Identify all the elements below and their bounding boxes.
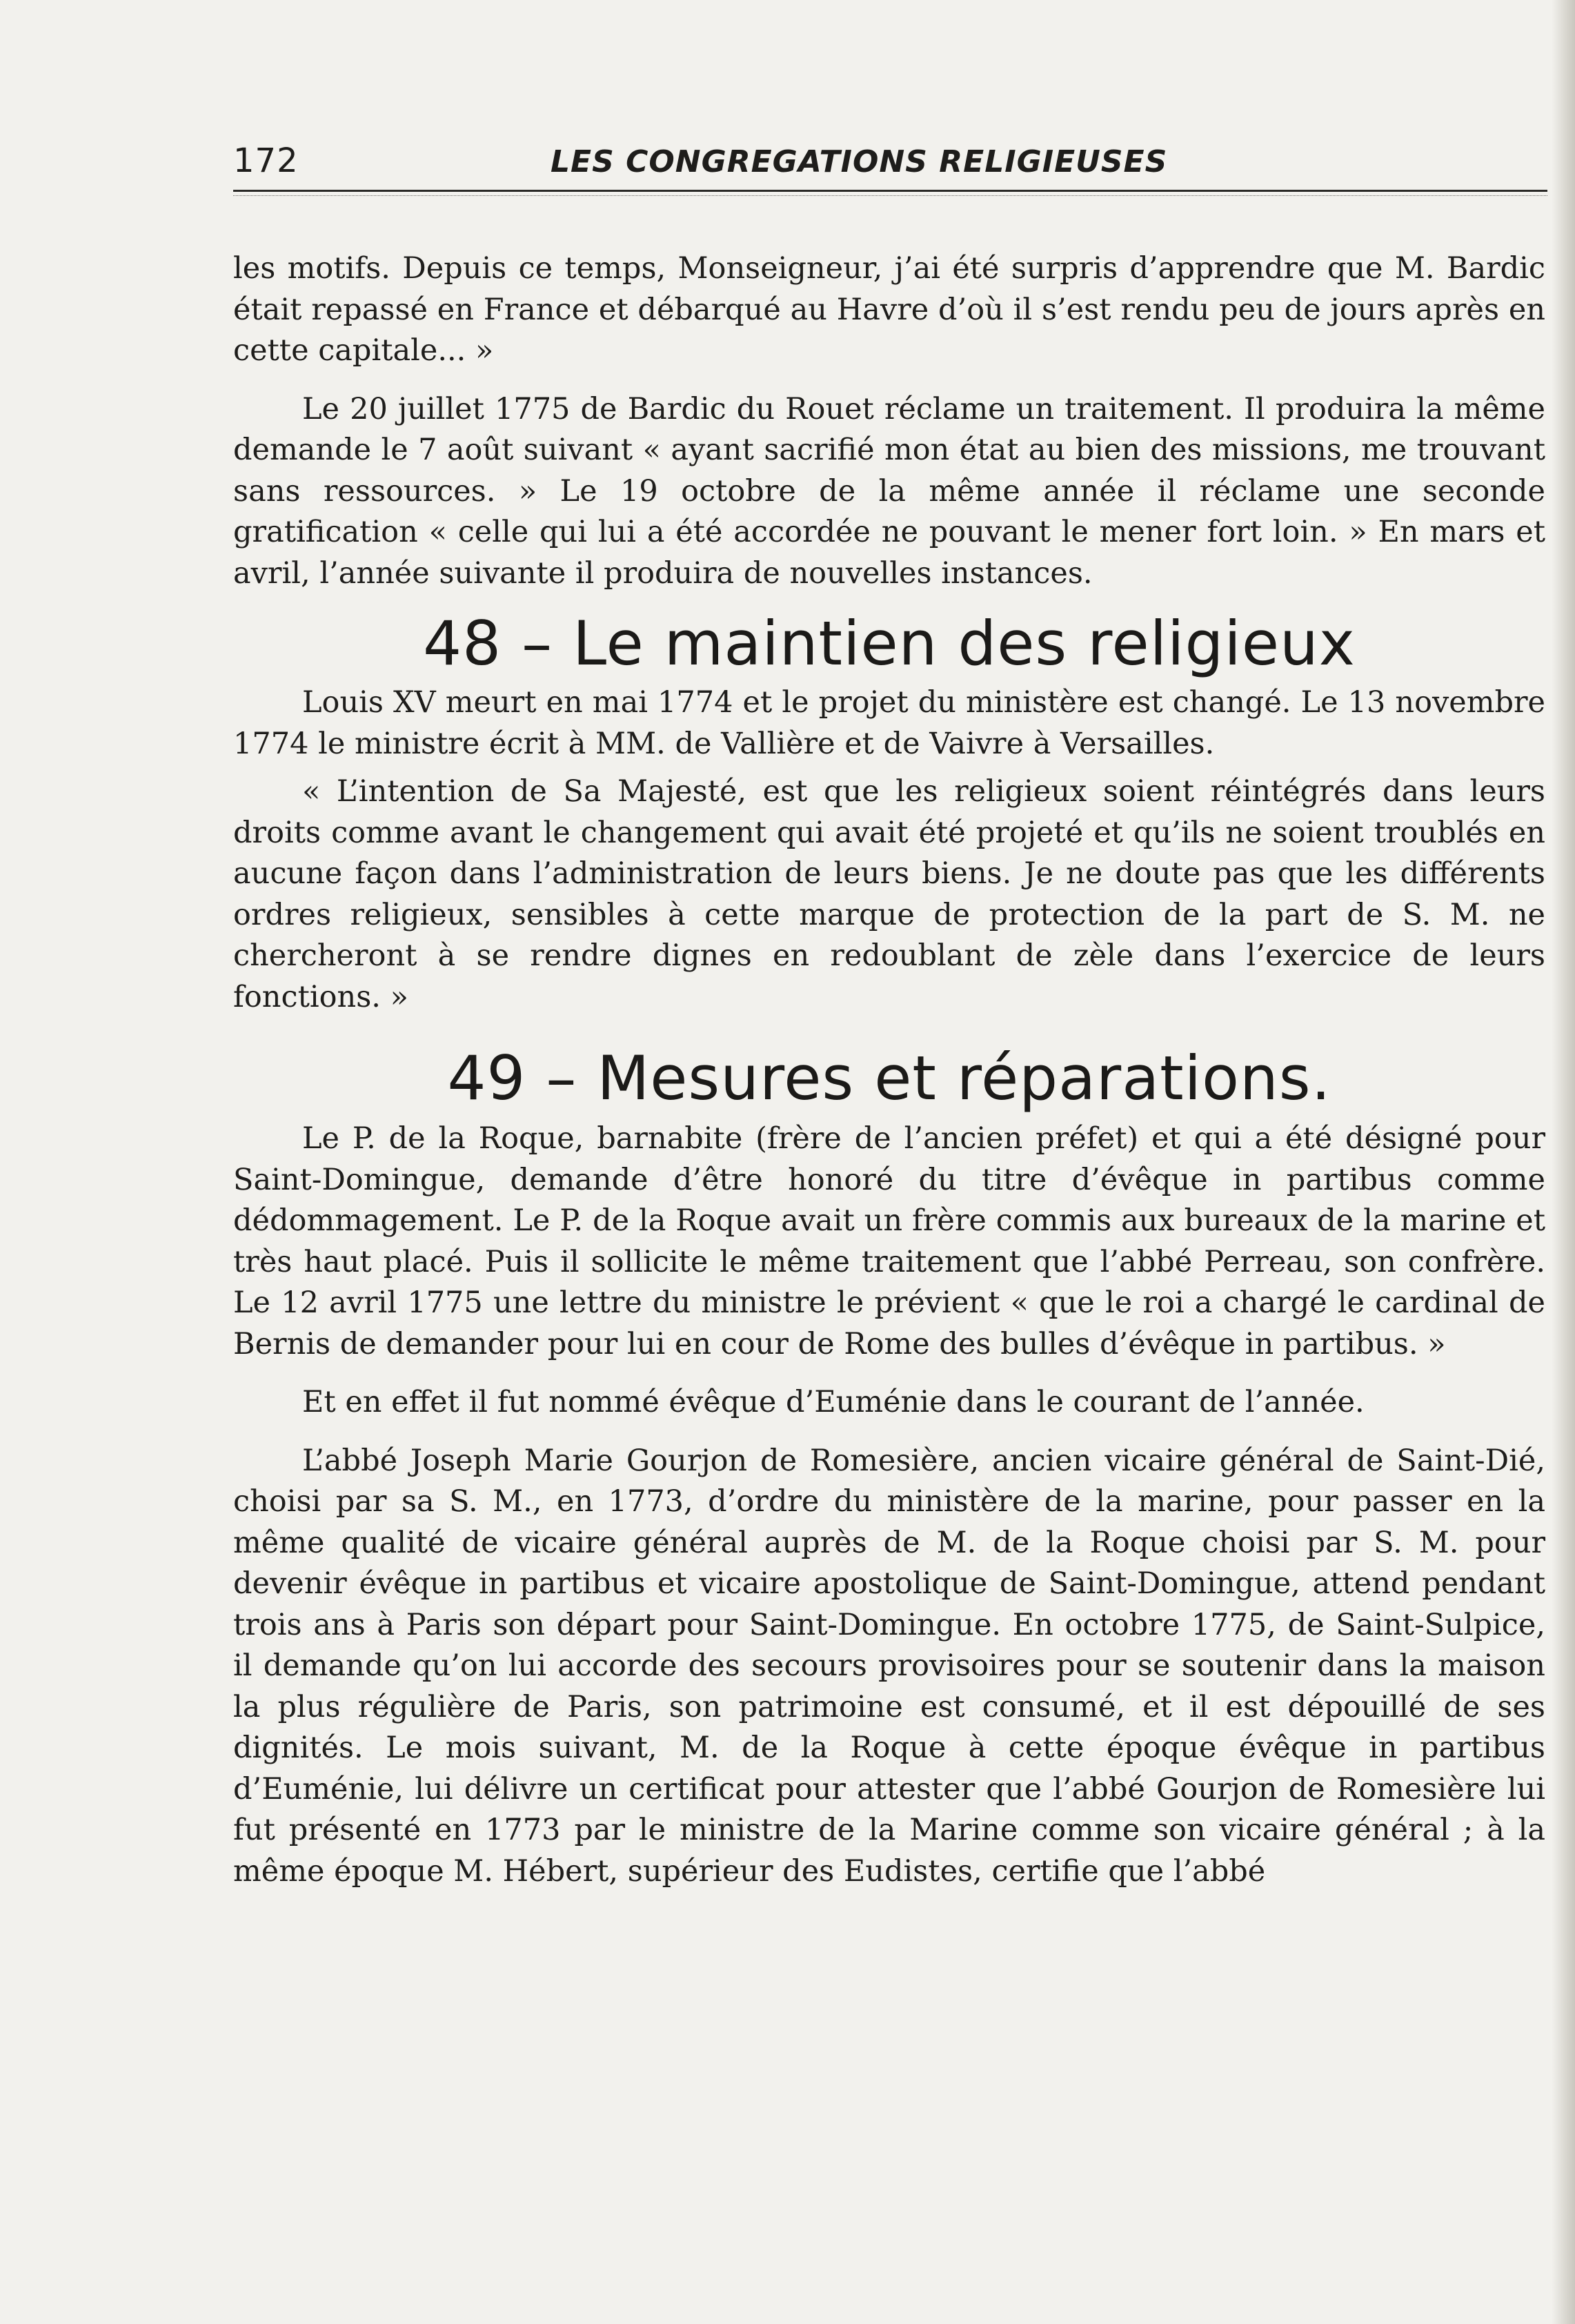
paragraph-4-quote: « L’intention de Sa Majesté, est que les religieux soient réintégrés dans leurs droits comme avant le changement qui avait été projeté et qu’ils ne soient troublés en aucune façon dans l’administration de leurs biens. Je ne doute pas que les différents ordres religieux, sensibles à cette marque de protection de la part de S. M. ne chercheront à se rendre dignes en redoublant de zèle dans l’exercice de leurs fonctions. » (233, 774, 1545, 1014)
page-edge-shadow (1552, 0, 1575, 2324)
paragraph-1: les motifs. Depuis ce temps, Monseigneur, j’ai été surpris d’apprendre que M. Bardic était repassé en France et débarqué au Havre d’où il s’est rendu peu de jours après en cette capitale... » (233, 251, 1545, 368)
paragraph-5: Le P. de la Roque, barnabite (frère de l’ancien préfet) et qui a été désigné pour Saint-Domingue, demande d’être honoré du titre d’évêque in partibus comme dédommagement. Le P. de la Roque avait un frère commis aux bureaux de la marine et très haut placé. Puis il sollicite le même traitement que l’abbé Perreau, son confrère. Le 12 avril 1775 une lettre du ministre le prévient « que le roi a chargé le cardinal de Bernis de demander pour lui en cour de Rome des bulles d’évêque in partibus. » (233, 1121, 1545, 1361)
paragraph-3: Louis XV meurt en mai 1774 et le projet du ministère est changé. Le 13 novembre 1774 le ministre écrit à MM. de Vallière et de Vaivre à Versailles. (233, 685, 1545, 761)
running-title: LES CONGREGATIONS RELIGIEUSES (551, 144, 1168, 179)
header-rule-dotted (233, 195, 1547, 196)
page-body (233, 248, 1545, 1892)
paragraph-6: Et en effet il fut nommé évêque d’Euménie dans le courant de l’année. (302, 1385, 1365, 1419)
section-48-heading: 48 – Le maintien des religieux (423, 608, 1356, 679)
page-header (233, 141, 1544, 190)
page-number: 172 (233, 141, 299, 180)
section-49-heading: 49 – Mesures et réparations. (447, 1043, 1331, 1114)
paragraph-2: Le 20 juillet 1775 de Bardic du Rouet réclame un traitement. Il produira la même demande le 7 août suivant « ayant sacrifié mon état au bien des missions, me trouvant sans ressources. » Le 19 octobre de la même année il réclame une seconde gratification « celle qui lui a été accordée ne pouvant le mener fort loin. » En mars et avril, l’année suivante il produira de nouvelles instances. (233, 391, 1545, 591)
header-rule (233, 190, 1547, 192)
paragraph-7: L’abbé Joseph Marie Gourjon de Romesière, ancien vicaire général de Saint-Dié, choisi par sa S. M., en 1773, d’ordre du ministère de la marine, pour passer en la même qualité de vicaire général auprès de M. de la Roque choisi par S. M. pour devenir évêque in partibus et vicaire apostolique de Saint-Domingue, attend pendant trois ans à Paris son départ pour Saint-Domingue. En octobre 1775, de Saint-Sulpice, il demande qu’on lui accorde des secours provisoires pour se soutenir dans la maison la plus régulière de Paris, son patrimoine est consumé, et il est dépouillé de ses dignités. Le mois suivant, M. de la Roque à cette époque évêque in partibus d’Euménie, lui délivre un certificat pour attester que l’abbé Gourjon de Romesière lui fut présenté en 1773 par le ministre de la Marine comme son vicaire général ; à la même époque M. Hébert, supérieur des Eudistes, certifie que l’abbé (233, 1443, 1545, 1889)
